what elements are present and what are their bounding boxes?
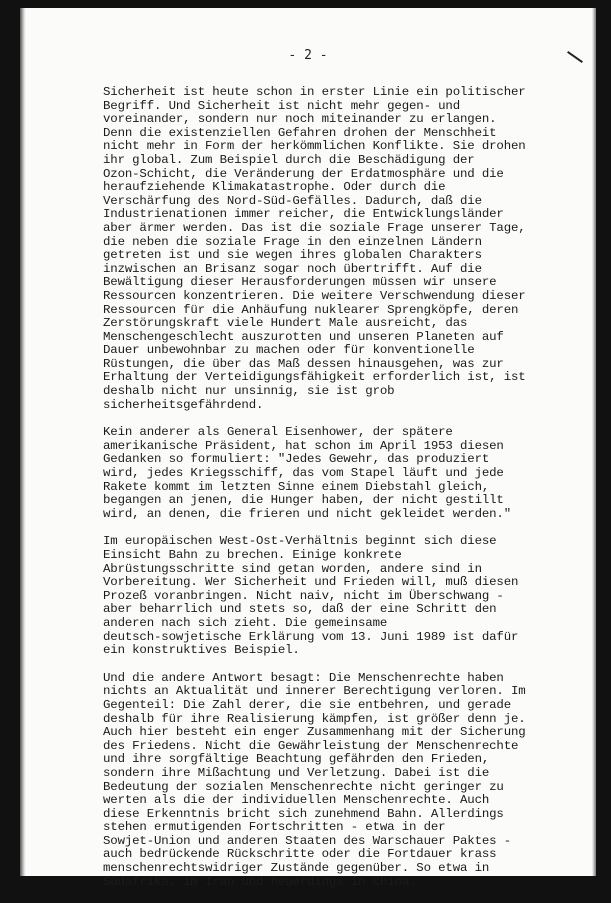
paragraph-2 [103, 426, 593, 521]
text-line: sicherheitsgefährdend. [103, 397, 264, 412]
paragraph-1 [103, 86, 593, 412]
body-text [103, 86, 593, 903]
paragraph-3 [103, 535, 593, 657]
text-line: nichts an Aktualität und innerer Berechtigung verloren. Im [103, 684, 526, 699]
text-line: Auch hier besteht ein enger Zusammenhang mit der Sicherung [103, 725, 526, 740]
text-line: Bedeutung der sozialen Menschenrechte nicht geringer zu [103, 779, 504, 794]
text-line: Erhaltung der Verteidigungsfähigkeit erforderlich ist, ist [103, 370, 526, 385]
text-line: begangen an jenen, die Hunger haben, der nicht gestillt [103, 493, 504, 508]
text-line: menschenrechtswidriger Zustände gegenüber. So etwa in [103, 861, 490, 876]
text-line: Gedanken so formuliert: "Jedes Gewehr, das produziert [103, 452, 490, 467]
text-line: wird, an denen, die frieren und nicht gekleidet werden." [103, 506, 511, 521]
text-line: Südafrika, im Iran und neuerdings in China. [103, 874, 417, 889]
text-line: inzwischen an Brisanz sogar noch übertrifft. Auf die [103, 261, 482, 276]
paragraph-4 [103, 672, 593, 890]
page-number: - 2 - [288, 48, 328, 63]
text-line: aber ärmer werden. Das ist die soziale Frage unserer Tage, [103, 220, 526, 235]
text-line: stehen ermutigenden Fortschritten - etwa in der [103, 820, 446, 835]
document-page [20, 8, 596, 889]
text-line: Und die andere Antwort besagt: Die Menschenrechte haben [103, 670, 504, 685]
text-line: des Friedens. Nicht die Gewährleistung der Menschenrechte [103, 738, 519, 753]
text-line: auch bedrückende Rückschritte oder die Fortdauer krass [103, 847, 497, 862]
text-line: nicht mehr in Form der herkömmlichen Konflikte. Sie drohen [103, 139, 526, 154]
text-line: Bewältigung dieser Herausforderungen müssen wir unsere [103, 275, 497, 290]
text-line: Rüstungen, die über das Maß dessen hinausgehen, was zur [103, 356, 504, 371]
text-line: sondern ihre Mißachtung und Verletzung. Dabei ist die [103, 765, 490, 780]
text-line: amerikanische Präsident, hat schon im April 1953 diesen [103, 438, 504, 453]
text-line: Rakete kommt im letzten Sinne einem Diebstahl gleich, [103, 479, 490, 494]
text-line: ein konstruktives Beispiel. [103, 643, 300, 658]
text-line: Begriff. Und Sicherheit ist nicht mehr gegen- und [103, 98, 460, 113]
text-line: Sowjet-Union und anderen Staaten des Warschauer Paktes - [103, 833, 511, 848]
text-line: Prozeß voranbringen. Nicht naiv, nicht im Überschwang - [103, 588, 504, 603]
text-line: voreinander, sondern nur noch miteinander zu erlangen. [103, 112, 497, 127]
text-line: wird, jedes Kriegsschiff, das vom Stapel läuft und jede [103, 466, 504, 481]
text-line: werten als die der individuellen Menschenrechte. Auch [103, 793, 490, 808]
text-line: Sicherheit ist heute schon in erster Linie ein politischer [103, 85, 526, 99]
text-line: Einsicht Bahn zu brechen. Einige konkrete [103, 548, 402, 562]
text-line: Dauer unbewohnbar zu machen oder für konventionelle [103, 343, 475, 358]
text-line: deutsch-sowjetische Erklärung vom 13. Juni 1989 ist dafür [103, 629, 519, 644]
text-line: Ozon-Schicht, die Veränderung der Erdatmosphäre und die [103, 166, 504, 181]
text-line: Gegenteil: Die Zahl derer, die sie entbehren, und gerade [103, 697, 511, 712]
text-line: diese Erkenntnis bricht sich zunehmend Bahn. Allerdings [103, 806, 504, 821]
text-line: anderen nach sich zieht. Die gemeinsame [103, 615, 388, 630]
text-line: ihr global. Zum Beispiel durch die Beschädigung der [103, 152, 475, 167]
text-line: und ihre sorgfältige Beachtung gefährden den Frieden, [103, 752, 490, 767]
scan-edge-left [20, 8, 26, 876]
text-line: getreten ist und sie wegen ihres globalen Charakters [103, 248, 482, 263]
text-line: Menschengeschlecht auszurotten und unseren Planeten auf [103, 329, 504, 344]
text-line: heraufziehende Klimakatastrophe. Oder durch die [103, 180, 446, 195]
text-line: Abrüstungsschritte sind getan worden, andere sind in [103, 561, 482, 576]
text-line: aber beharrlich und stets so, daß der eine Schritt den [103, 602, 497, 617]
text-line: Ressourcen für die Anhäufung nuklearer Sprengköpfe, deren [103, 302, 519, 317]
text-line: Industrienationen immer reicher, die Entwicklungsländer [103, 207, 504, 222]
text-line: Im europäischen West-Ost-Verhältnis beginnt sich diese [103, 534, 497, 549]
text-line: Verschärfung des Nord-Süd-Gefälles. Dadurch, daß die [103, 193, 482, 208]
text-line: Ressourcen konzentrieren. Die weitere Verschwendung dieser [103, 288, 526, 303]
text-line: deshalb für ihre Realisierung kämpfen, ist größer denn je. [103, 711, 526, 726]
text-line: Denn die existenziellen Gefahren drohen der Menschheit [103, 125, 497, 140]
text-line: Vorbereitung. Wer Sicherheit und Frieden will, muß diesen [103, 575, 519, 590]
text-line: die neben die soziale Frage in den einzelnen Ländern [103, 234, 482, 249]
text-line: Zerstörungskraft viele Hundert Male ausreicht, das [103, 316, 468, 331]
text-line: deshalb nicht nur unsinnig, sie ist grob [103, 384, 395, 399]
text-line: Kein anderer als General Eisenhower, der spätere [103, 425, 453, 440]
